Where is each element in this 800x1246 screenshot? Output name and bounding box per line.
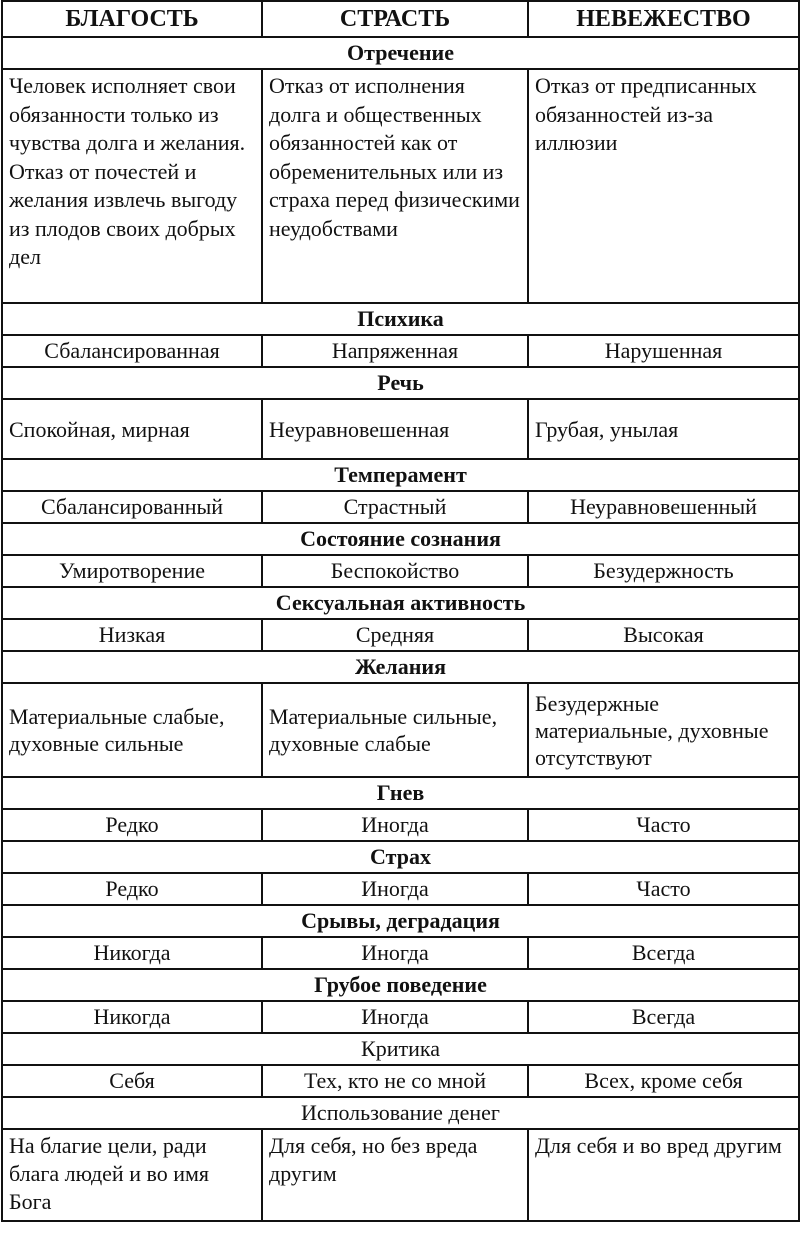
section-title-row [2, 367, 799, 399]
section-title-breakdowns: Срывы, деградация [2, 905, 799, 937]
cell-temperament-goodness: Сбалансированный [2, 491, 262, 523]
table-row [2, 399, 799, 459]
cell-anger-ignorance: Часто [528, 809, 799, 841]
cell-breakdowns-ignorance: Всегда [528, 937, 799, 969]
section-title-row [2, 587, 799, 619]
cell-breakdowns-passion: Иногда [262, 937, 528, 969]
cell-fear-ignorance: Часто [528, 873, 799, 905]
table-row [2, 683, 799, 777]
section-title-row [2, 1097, 799, 1129]
cell-psyche-passion: Напряженная [262, 335, 528, 367]
section-title-criticism: Критика [2, 1033, 799, 1065]
table-row [2, 809, 799, 841]
cell-criticism-passion: Тех, кто не со мной [262, 1065, 528, 1097]
header-row [2, 1, 799, 37]
cell-breakdowns-goodness: Никогда [2, 937, 262, 969]
cell-money-passion: Для себя, но без вреда другим [262, 1129, 528, 1221]
cell-criticism-ignorance: Всех, кроме себя [528, 1065, 799, 1097]
table-row [2, 69, 799, 303]
section-title-row [2, 777, 799, 809]
gunas-comparison-table [1, 0, 800, 1222]
cell-temperament-passion: Страстный [262, 491, 528, 523]
cell-fear-goodness: Редко [2, 873, 262, 905]
section-title-row [2, 1033, 799, 1065]
cell-consciousness-goodness: Умиротворение [2, 555, 262, 587]
section-title-psyche: Психика [2, 303, 799, 335]
section-title-fear: Страх [2, 841, 799, 873]
section-title-row [2, 969, 799, 1001]
cell-sexual-goodness: Низкая [2, 619, 262, 651]
section-title-row [2, 651, 799, 683]
section-title-consciousness: Состояние сознания [2, 523, 799, 555]
header-goodness: БЛАГОСТЬ [2, 1, 262, 37]
table-row [2, 619, 799, 651]
cell-temperament-ignorance: Неуравновешенный [528, 491, 799, 523]
cell-psyche-ignorance: Нарушенная [528, 335, 799, 367]
table-row [2, 937, 799, 969]
section-title-rude: Грубое поведение [2, 969, 799, 1001]
cell-anger-passion: Иногда [262, 809, 528, 841]
table-row [2, 1065, 799, 1097]
cell-rude-goodness: Никогда [2, 1001, 262, 1033]
cell-psyche-goodness: Сбалансированная [2, 335, 262, 367]
header-ignorance: НЕВЕЖЕСТВО [528, 1, 799, 37]
cell-rude-passion: Иногда [262, 1001, 528, 1033]
table-row [2, 335, 799, 367]
cell-money-ignorance: Для себя и во вред другим [528, 1129, 799, 1221]
cell-speech-passion: Неуравновешенная [262, 399, 528, 459]
cell-speech-goodness: Спокойная, мирная [2, 399, 262, 459]
cell-money-goodness: На благие цели, ради блага людей и во имя Бога [2, 1129, 262, 1221]
section-title-speech: Речь [2, 367, 799, 399]
section-title-desires: Желания [2, 651, 799, 683]
section-title-row [2, 37, 799, 69]
section-title-row [2, 905, 799, 937]
table-row [2, 1129, 799, 1221]
section-title-renunciation: Отречение [2, 37, 799, 69]
table-row [2, 555, 799, 587]
section-title-row [2, 841, 799, 873]
table-row [2, 873, 799, 905]
section-title-row [2, 303, 799, 335]
cell-sexual-ignorance: Высокая [528, 619, 799, 651]
section-title-temperament: Темперамент [2, 459, 799, 491]
cell-criticism-goodness: Себя [2, 1065, 262, 1097]
table-row [2, 1001, 799, 1033]
cell-fear-passion: Иногда [262, 873, 528, 905]
section-title-money: Использование денег [2, 1097, 799, 1129]
section-title-anger: Гнев [2, 777, 799, 809]
cell-renunciation-passion: Отказ от исполнения долга и общественных обязанностей как от обременительных или из страха перед физическими неудобствами [262, 69, 528, 303]
cell-rude-ignorance: Всегда [528, 1001, 799, 1033]
cell-speech-ignorance: Грубая, унылая [528, 399, 799, 459]
cell-renunciation-ignorance: Отказ от предписанных обязанностей из-за иллюзии [528, 69, 799, 303]
cell-desires-goodness: Материальные слабые, духовные сильные [2, 683, 262, 777]
cell-anger-goodness: Редко [2, 809, 262, 841]
section-title-row [2, 523, 799, 555]
section-title-row [2, 459, 799, 491]
cell-consciousness-ignorance: Безудержность [528, 555, 799, 587]
cell-sexual-passion: Средняя [262, 619, 528, 651]
section-title-sexual: Сексуальная активность [2, 587, 799, 619]
cell-desires-passion: Материальные сильные, духовные слабые [262, 683, 528, 777]
table-row [2, 491, 799, 523]
header-passion: СТРАСТЬ [262, 1, 528, 37]
cell-consciousness-passion: Беспокойство [262, 555, 528, 587]
cell-desires-ignorance: Безудержные материальные, духовные отсутствуют [528, 683, 799, 777]
cell-renunciation-goodness: Человек исполняет свои обязанности только из чувства долга и желания. Отказ от почестей и желания извлечь выгоду из плодов своих добрых дел [2, 69, 262, 303]
